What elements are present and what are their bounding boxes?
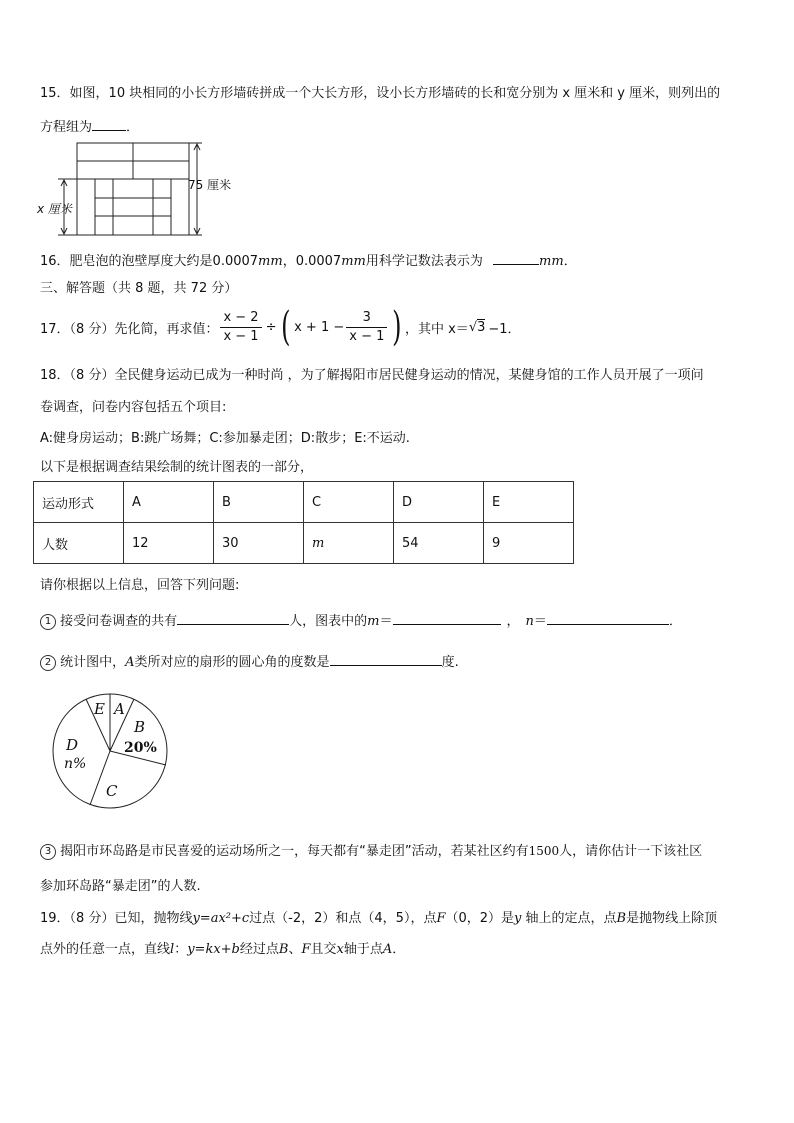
q18-part1-c: ， xyxy=(506,614,520,629)
q17-divide-sign: ÷ xyxy=(265,319,277,335)
q17-right-paren: ) xyxy=(392,304,402,350)
pie-label-E: E xyxy=(94,700,105,718)
q19-l1-c: （0，2）是 xyxy=(445,911,515,926)
table-cell: A xyxy=(124,482,214,523)
q18-part3-b: 人，请你估计一下该社区 xyxy=(559,844,703,859)
q15-line2-text: 方程组为 xyxy=(40,120,93,135)
pie-label-B-pct: 20% xyxy=(124,740,157,756)
q17-line xyxy=(40,302,521,352)
q18-part2 xyxy=(40,651,459,671)
q18-part1-eq: ＝ xyxy=(379,614,393,629)
q17-condition: ，其中 x＝ xyxy=(404,321,469,337)
q18-line2: 卷调查，问卷内容包括五个项目: xyxy=(40,400,227,415)
table-cell: 30 xyxy=(214,523,304,564)
q16-value-2: 0.0007 xyxy=(295,254,342,269)
q16-prefix: 16．肥皂泡的泡壁厚度大约是 xyxy=(40,254,213,269)
q17-fraction-1 xyxy=(220,309,261,346)
table-cell: 9 xyxy=(484,523,574,564)
q19-line2 xyxy=(40,938,405,957)
q15-x-label: x 厘米 xyxy=(37,202,72,216)
q16-value-1: 0.0007 xyxy=(212,254,259,269)
section-3-heading: 三、解答题（共 8 题，共 72 分） xyxy=(40,281,238,296)
q19-l2-F: F xyxy=(301,942,311,957)
q18-part1-number: 1 xyxy=(40,614,56,630)
q15-height-label: 75 厘米 xyxy=(188,178,232,192)
q16-suffix: 用科学记数法表示为 xyxy=(365,254,483,269)
q18-part1-eq2: ＝ xyxy=(533,614,547,629)
q18-part1-m: m xyxy=(367,614,380,629)
q18-part1-blank-n xyxy=(547,624,669,625)
q17-f2-denominator: x − 1 xyxy=(349,328,385,344)
q18-part1 xyxy=(40,610,682,630)
q19-l2-e: 且交 xyxy=(310,942,337,957)
q19-l1-F: F xyxy=(436,911,446,926)
q18-part1-n: n xyxy=(525,614,534,629)
q19-l1-e: 是抛物线上除顶 xyxy=(626,911,718,926)
q18-line5: 请你根据以上信息，回答下列问题: xyxy=(40,578,240,593)
q18-part3 xyxy=(40,840,702,860)
q18-part2-A: A xyxy=(125,655,135,670)
q17-f1-denominator: x − 1 xyxy=(223,328,259,344)
table-cell: 54 xyxy=(394,523,484,564)
q18-part1-d: ． xyxy=(668,614,682,629)
table-cell: E xyxy=(484,482,574,523)
q19-l2-B: B xyxy=(278,942,289,957)
q18-line1: 18．（8 分）全民健身运动已成为一种时尚 ，为了解揭阳市居民健身运动的情况，某健身馆的工作人员开展了一项问 xyxy=(40,368,704,383)
table-cell: 12 xyxy=(124,523,214,564)
q18-part1-blank-total xyxy=(177,624,289,625)
q19-l2-x: x xyxy=(336,942,344,957)
q17-fraction-2 xyxy=(346,309,387,346)
q18-line4: 以下是根据调查结果绘制的统计图表的一部分， xyxy=(40,460,314,475)
table-cell: 运动形式 xyxy=(34,482,124,523)
q19-l2-a: 点外的任意一点，直线 xyxy=(40,942,171,957)
q19-line1 xyxy=(40,907,717,926)
q19-l1-B: B xyxy=(616,911,627,926)
q15-answer-blank xyxy=(92,130,126,131)
q19-l1-b: 过点（-2，2）和点（4，5），点 xyxy=(249,911,437,926)
q18-part3-n: 1500 xyxy=(528,844,560,858)
q18-part2-blank xyxy=(330,665,442,666)
q17-sqrt-arg: 3 xyxy=(477,320,486,335)
q19-l2-d: 、 xyxy=(288,942,302,957)
q19-l1-y: y xyxy=(514,911,522,926)
q18-part1-b: 人，图表中的 xyxy=(289,614,368,629)
q17-sqrt-symbol: √ xyxy=(468,319,478,335)
q16-unit-2: mm xyxy=(341,254,366,269)
q19-l2-f: 轴于点 xyxy=(343,942,383,957)
q19-l1-eq: y=ax²+c xyxy=(192,911,250,926)
q16-unit-1: mm xyxy=(258,254,283,269)
q16-end: ． xyxy=(563,254,577,269)
q15-line2-end: ． xyxy=(126,120,140,135)
q19-l2-b: ： xyxy=(174,942,188,957)
q18-part2-number: 2 xyxy=(40,655,56,671)
q15-line1: 15．如图，10 块相同的小长方形墙砖拼成一个大长方形，设小长方形墙砖的长和宽分别为 x 厘米和 y 厘米，则列出的 xyxy=(40,86,721,101)
table-row xyxy=(34,523,574,564)
q18-part1-a: 接受问卷调查的共有 xyxy=(60,614,178,629)
q18-part3-a: 揭阳市环岛路是市民喜爱的运动场所之一，每天都有“暴走团”活动，若某社区约有 xyxy=(60,844,529,859)
q19-l2-c: 经过点 xyxy=(239,942,279,957)
q15-line2 xyxy=(40,116,139,135)
table-row xyxy=(34,482,574,523)
q18-data-table xyxy=(33,481,574,564)
q16-answer-blank xyxy=(493,264,539,265)
q16-unit-3: mm xyxy=(539,254,564,269)
q19-l2-eq: y=kx+b xyxy=(187,942,240,957)
pie-label-A: A xyxy=(114,700,125,718)
table-cell: m xyxy=(304,523,394,564)
q19-l2-l: l xyxy=(170,942,175,957)
q17-inner: x + 1 − xyxy=(294,319,345,335)
pie-label-B: B xyxy=(134,718,146,736)
q18-pie-chart xyxy=(50,692,170,812)
q18-part1-blank-m xyxy=(393,624,501,625)
table-cell: C xyxy=(304,482,394,523)
q16-mid: ， xyxy=(282,254,296,269)
q18-part2-b: 类所对应的扇形的圆心角的度数是 xyxy=(134,655,330,670)
q18-line3: A:健身房运动；B:跳广场舞；C:参加暴走团；D:散步；E:不运动. xyxy=(40,431,410,446)
q18-part3-line2: 参加环岛路“暴走团”的人数. xyxy=(40,879,201,894)
q19-l1-a: 19．（8 分）已知，抛物线 xyxy=(40,911,193,926)
q18-part2-c: 度. xyxy=(441,655,459,670)
pie-label-C: C xyxy=(106,782,118,800)
pie-label-D: D xyxy=(66,736,79,754)
pie-label-D-pct: n% xyxy=(64,756,87,772)
q17-f2-numerator: 3 xyxy=(346,309,387,328)
table-cell: 人数 xyxy=(34,523,124,564)
table-cell: D xyxy=(394,482,484,523)
q19-l2-A: A xyxy=(382,942,393,957)
table-cell: B xyxy=(214,482,304,523)
q17-condition-end: −1． xyxy=(488,321,521,337)
q17-prefix: 17．（8 分）先化简，再求值： xyxy=(40,321,219,337)
q17-f1-numerator: x − 2 xyxy=(220,309,261,328)
q17-left-paren: ( xyxy=(281,304,291,350)
q19-l1-d: 轴上的定点，点 xyxy=(521,911,617,926)
q16-line xyxy=(40,250,577,269)
q19-l2-g: ． xyxy=(392,942,406,957)
q18-part3-number: 3 xyxy=(40,844,56,860)
q18-part2-a: 统计图中， xyxy=(60,655,126,670)
